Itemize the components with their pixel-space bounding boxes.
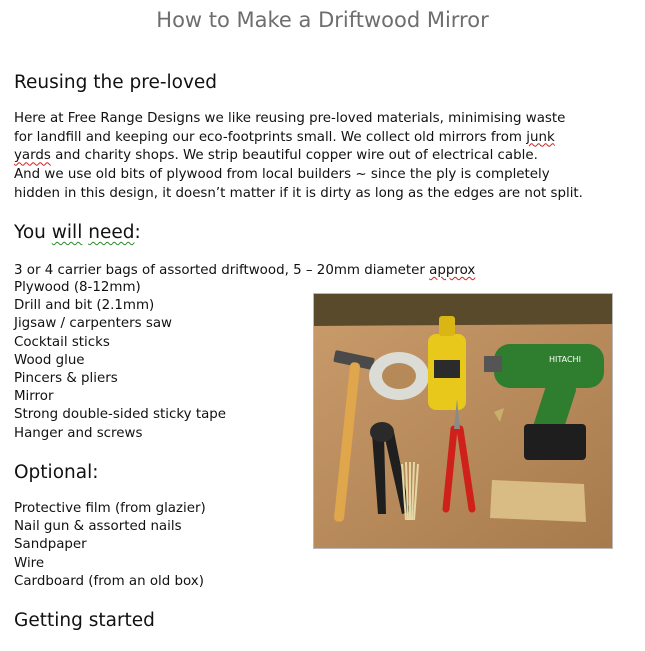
- need-item: Drill and bit (2.1mm): [14, 298, 155, 314]
- driftwood-item-text: 3 or 4 carrier bags of assorted driftwood, 5 – 20mm diameter: [14, 263, 430, 278]
- optional-item: Sandpaper: [14, 537, 87, 553]
- spellcheck-word-yards: yards: [14, 148, 51, 164]
- document-title: How to Make a Driftwood Mirror: [156, 8, 489, 32]
- optional-item: Protective film (from glazier): [14, 501, 206, 516]
- tools-photo-illustration: [314, 294, 613, 549]
- optional-item: Wire: [14, 555, 45, 571]
- need-item: Mirror: [14, 389, 54, 405]
- sandpaper: [490, 480, 586, 522]
- intro-line-5-text: hidden in this design, it doesn’t matter if it is dirty as long as the edges are not split.: [14, 185, 583, 201]
- need-item: Hanger and screws: [14, 425, 143, 441]
- optional-item: Cardboard (from an old box): [14, 573, 204, 589]
- heading-colon: :: [134, 222, 141, 243]
- intro-line-2-text: for landfill and keeping our eco-footprints small. We collect old mirrors from: [14, 129, 527, 145]
- need-item: Plywood (8-12mm): [14, 280, 141, 295]
- optional-list: [14, 500, 206, 591]
- intro-line-3-text: and charity shops. We strip beautiful copper wire out of electrical cable.: [50, 148, 538, 164]
- section-heading-reusing: Reusing the pre-loved: [14, 72, 218, 93]
- spellcheck-word-junk: junk: [526, 129, 555, 145]
- grammar-word-will: will: [51, 222, 83, 243]
- need-item: Wood glue: [14, 352, 85, 368]
- need-item: Jigsaw / carpenters saw: [14, 316, 172, 332]
- section-heading-getting-started: Getting started: [14, 610, 155, 631]
- intro-line-4-text: And we use old bits of plywood from local builders ~ since the ply is completely: [14, 167, 550, 183]
- need-list-first-item: [14, 262, 629, 281]
- section-heading-optional: Optional:: [14, 462, 99, 483]
- intro-line-2: [14, 129, 629, 148]
- grammar-word-need: need: [88, 222, 135, 243]
- intro-paragraph: [14, 110, 629, 204]
- need-item: Pincers & pliers: [14, 371, 118, 387]
- intro-line-5: [14, 185, 629, 204]
- intro-line-1: [14, 110, 629, 129]
- need-list: [14, 279, 226, 443]
- intro-line-4: [14, 166, 629, 185]
- optional-item: Nail gun & assorted nails: [14, 519, 182, 535]
- drill-brand-label: HITACHI: [549, 355, 581, 364]
- tape-roll: [369, 352, 429, 400]
- tools-photo: [313, 293, 613, 549]
- spellcheck-word-approx: approx: [429, 263, 476, 278]
- section-heading-you-will-need: [14, 222, 141, 243]
- need-item: Strong double-sided sticky tape: [14, 407, 227, 423]
- intro-line-3: [14, 147, 629, 166]
- intro-line-1-text: Here at Free Range Designs we like reusing pre-loved materials, minimising waste: [14, 111, 566, 126]
- heading-you-text: You: [14, 222, 52, 243]
- need-item: Cocktail sticks: [14, 334, 110, 350]
